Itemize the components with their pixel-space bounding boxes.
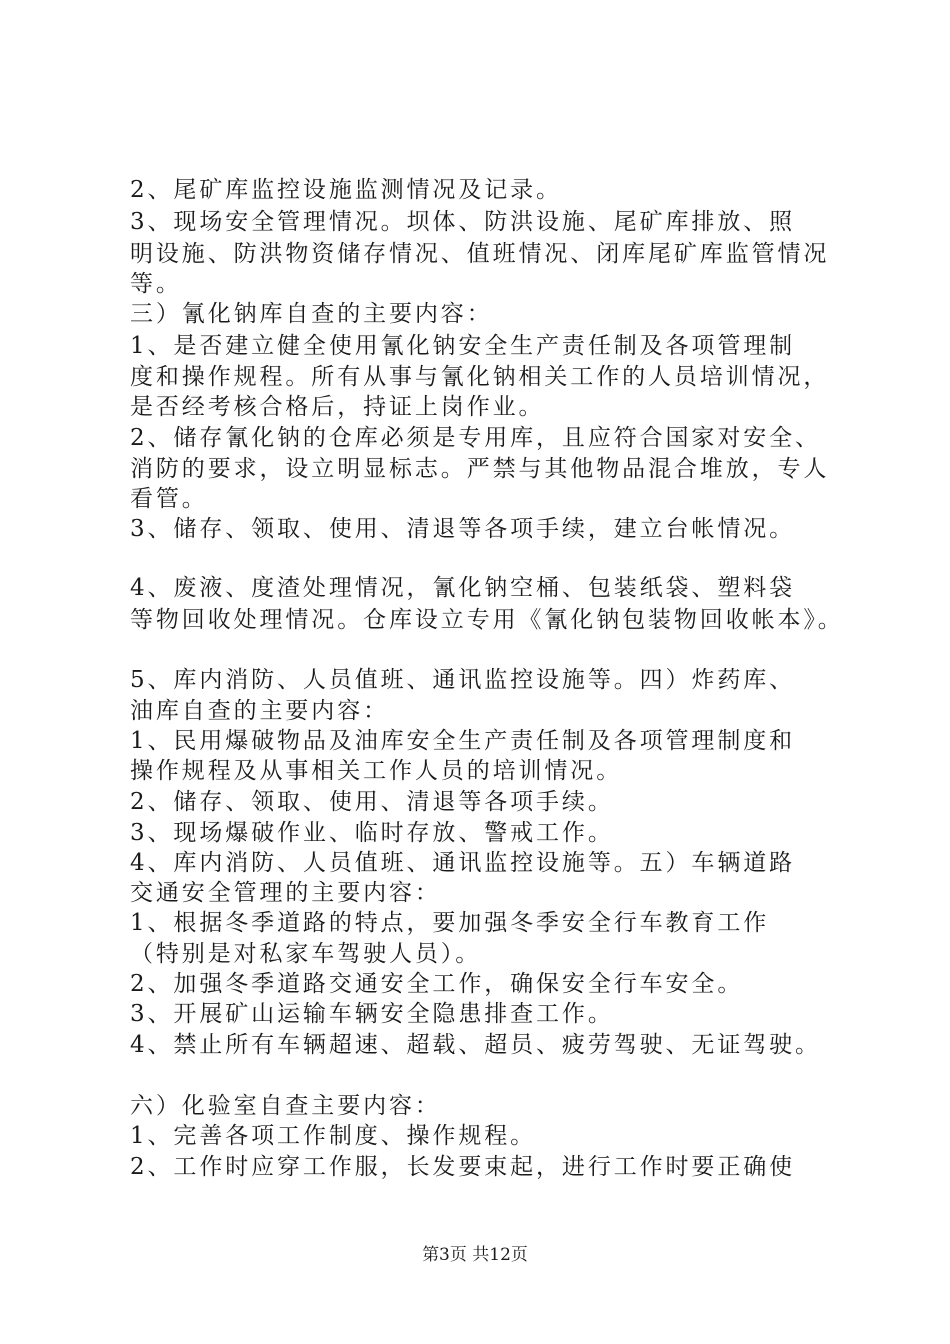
- text-line: 2、储存氰化钠的仓库必须是专用库，且应符合国家对安全、: [130, 425, 821, 451]
- text-line: 消防的要求，设立明显标志。严禁与其他物品混合堆放，专人: [130, 456, 830, 482]
- text-line: （特别是对私家车驾驶人员）。: [130, 941, 482, 967]
- text-line: 4、库内消防、人员值班、通讯监控设施等。五）车辆道路: [130, 850, 796, 876]
- text-line: 2、尾矿库监控设施监测情况及记录。: [130, 177, 562, 203]
- text-line: 2、工作时应穿工作服，长发要束起，进行工作时要正确使: [130, 1154, 796, 1180]
- text-line: 2、加强冬季道路交通安全工作，确保安全行车安全。: [130, 971, 744, 997]
- text-line: 1、根据冬季道路的特点，要加强冬季安全行车教育工作: [130, 910, 770, 936]
- text-line: 操作规程及从事相关工作人员的培训情况。: [130, 758, 623, 784]
- text-line: 是否经考核合格后，持证上岗作业。: [130, 394, 545, 420]
- page-number-footer: 第3页 共12页: [422, 1245, 528, 1265]
- text-line: 1、是否建立健全使用氰化钠安全生产责任制及各项管理制: [130, 333, 796, 359]
- text-line: 看管。: [130, 486, 208, 512]
- text-line: 3、储存、领取、使用、清退等各项手续，建立台帐情况。: [130, 516, 796, 542]
- text-line: 等。: [130, 271, 182, 297]
- text-line: 5、库内消防、人员值班、通讯监控设施等。四）炸药库、: [130, 667, 796, 693]
- text-line: 明设施、防洪物资储存情况、值班情况、闭库尾矿库监管情况: [130, 241, 830, 267]
- text-line: 3、现场安全管理情况。坝体、防洪设施、尾矿库排放、照: [130, 209, 796, 235]
- text-line: 六）化验室自查主要内容：: [130, 1093, 441, 1119]
- text-line: 3、开展矿山运输车辆安全隐患排查工作。: [130, 1001, 614, 1027]
- text-line: 2、储存、领取、使用、清退等各项手续。: [130, 789, 614, 815]
- text-line: 4、废液、度渣处理情况，氰化钠空桶、包装纸袋、塑料袋: [130, 575, 796, 601]
- text-line: 三）氰化钠库自查的主要内容：: [130, 301, 493, 327]
- text-line: 交通安全管理的主要内容：: [130, 880, 441, 906]
- text-line: 1、完善各项工作制度、操作规程。: [130, 1123, 537, 1149]
- text-line: 油库自查的主要内容：: [130, 698, 389, 724]
- text-line: 1、民用爆破物品及油库安全生产责任制及各项管理制度和: [130, 728, 796, 754]
- text-line: 4、禁止所有车辆超速、超载、超员、疲劳驾驶、无证驾驶。: [130, 1032, 821, 1058]
- text-line: 3、现场爆破作业、临时存放、警戒工作。: [130, 820, 614, 846]
- text-line: 度和操作规程。所有从事与氰化钠相关工作的人员培训情况，: [130, 364, 830, 390]
- text-line: 等物回收处理情况。仓库设立专用《氰化钠包装物回收帐本》。: [130, 607, 844, 633]
